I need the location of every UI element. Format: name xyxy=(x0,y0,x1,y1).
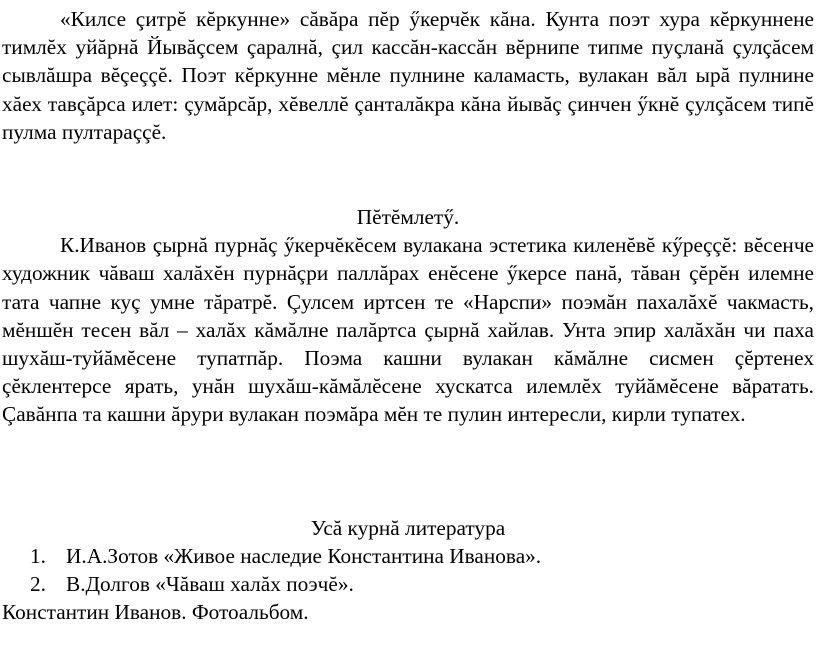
literature-trailing-entry: Константин Иванов. Фотоальбом. xyxy=(2,600,309,625)
spacer xyxy=(2,146,814,203)
list-item xyxy=(2,570,814,598)
body-paragraph-autumn-poem: «Килсе çитрĕ кĕркунне» сăвăра пĕр ӳкерчĕк кăна. Кунта поэт хура кĕркуннене тимлĕх уйăрнă Йывăçсем çаралнă, çил кассăн-кассăн вĕрнипе типме пуçланă çулçăсем сывлăшра вĕçеççĕ. Поэт кĕркунне мĕнле пулнине каламасть, вулакан вăл ырă пулнине хăех тавçăрса илет: çумăрсăр, хĕвеллĕ çанталăкра кăна йывăç çинчен ӳкнĕ çулçăсем типĕ пулма пултараççĕ. xyxy=(2,7,814,144)
spacer xyxy=(2,429,814,514)
section-heading-conclusion: Пĕтĕмлетӳ. xyxy=(356,205,460,230)
list-item-text: В.Долгов «Чăваш халăх поэчĕ». xyxy=(66,572,354,597)
body-paragraph-conclusion: К.Иванов çырнă пурнăç ӳкерчĕкĕсем вулакана эстетика киленĕвĕ кӳреççĕ: вĕсенче художник чăваш халăхĕн пурнăçри паллăрах енĕсене ӳкерсе панă, тăван çĕрĕн илемне тата чапне куç умне тăратрĕ. Çулсем иртсен те «Нарспи» поэмăн пахалăхĕ чакмасть, мĕншĕн тесен вăл – халăх кăмăлне палăртса çырнă хайлав. Унта эпир халăхăн чи паха шухăш-туйăмĕсене тупатпăр. Поэма кашни вулакан кăмăлне сисмен çĕртенех çĕклентерсе ярать, унăн шухăш-кăмăлĕсене хускатса илемлĕх туйăмĕсене вăратать. Çавăнпа та кашни ăрури вулакан поэмăра мĕн те пулин интересли, кирли тупатех. xyxy=(2,233,814,427)
section-heading-literature: Усă курнă литература xyxy=(310,515,506,540)
list-item-number: 1. xyxy=(30,543,46,568)
list-item xyxy=(2,542,814,570)
list-item-text: И.А.Зотов «Живое наследие Константина Иванова». xyxy=(66,543,542,568)
list-item-number: 2. xyxy=(30,572,46,597)
literature-list xyxy=(2,542,814,598)
